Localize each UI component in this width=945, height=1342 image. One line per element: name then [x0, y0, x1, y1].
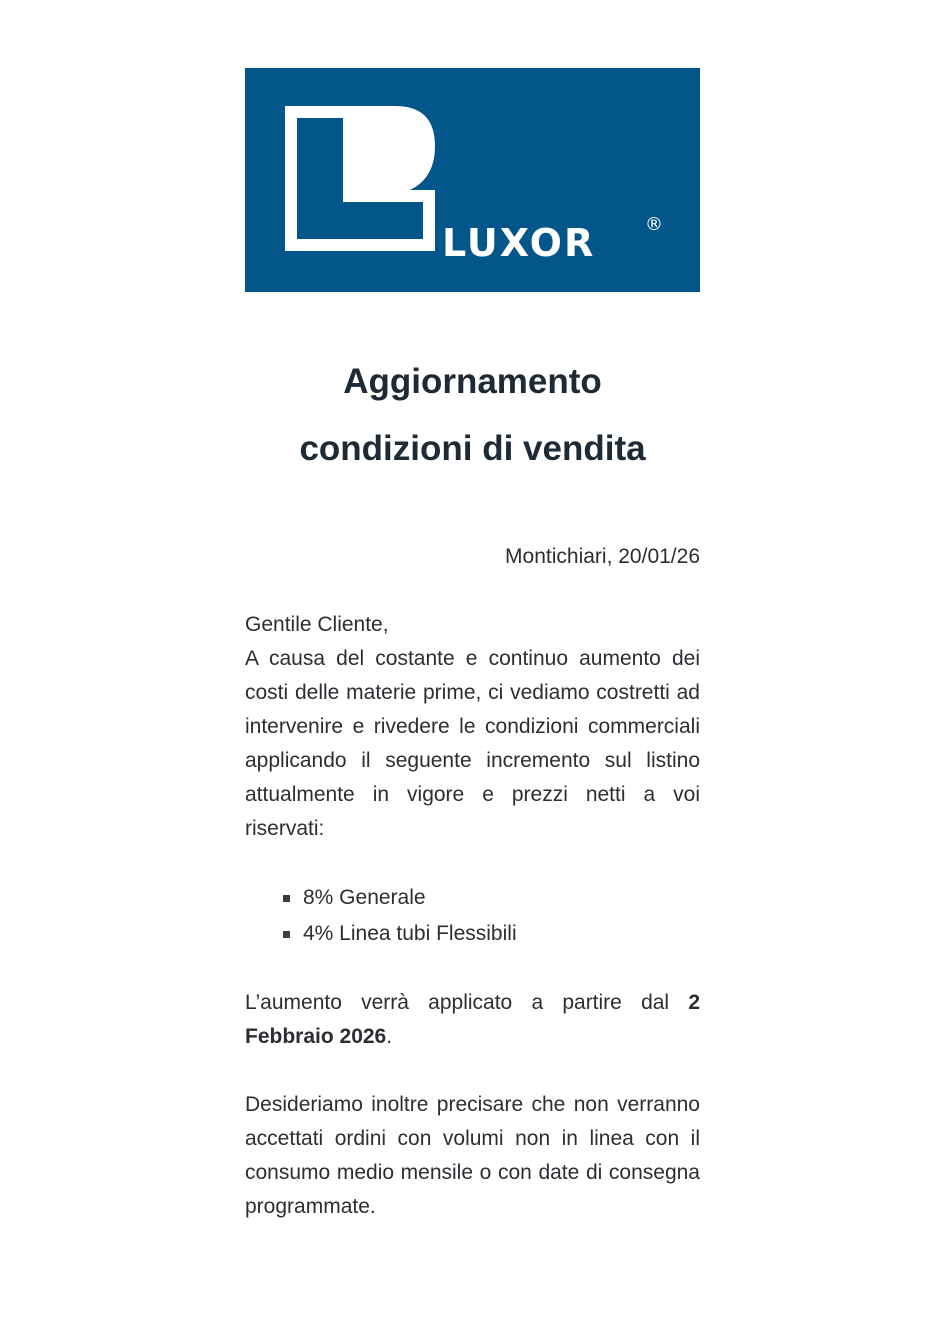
place-date: Montichiari, 20/01/26 [505, 545, 700, 568]
increment-label: 8% Generale [303, 886, 426, 909]
effective-date: 2 Febbraio 2026 [245, 991, 700, 1048]
page-title [245, 348, 700, 482]
list-item [283, 880, 700, 916]
bullet-square-icon [283, 931, 290, 938]
logo-wordmark: LUXOR [442, 221, 596, 265]
list-item [283, 916, 700, 952]
document [245, 68, 700, 1224]
luxor-logo-mark [245, 68, 700, 292]
letter-body [245, 608, 700, 1224]
title-line-2: condizioni di vendita [299, 429, 646, 468]
effective-suffix: . [386, 1025, 393, 1048]
bullet-square-icon [283, 895, 290, 902]
effective-prefix: L’aumento verrà applicato a partire dal [245, 991, 689, 1014]
increment-list [245, 880, 700, 952]
increment-label: 4% Linea tubi Flessibili [303, 922, 517, 945]
greeting: Gentile Cliente, [245, 613, 389, 636]
intro-paragraph: A causa del costante e continuo aumento dei costi delle materie prime, ci vediamo costretti ad intervenire e rivedere le condizioni commerciali applicando il seguente incremento sul listino attualmente in vigore e prezzi netti a voi riservati: [245, 647, 700, 840]
closing-paragraph: Desideriamo inoltre precisare che non verranno accettati ordini con volumi non in linea con il consumo medio mensile o con date di consegna programmate. [245, 1093, 700, 1218]
paragraph-spacer [245, 1054, 700, 1088]
luxor-logo-banner [245, 68, 700, 292]
effective-date-paragraph [245, 986, 700, 1054]
registered-mark-icon: ® [645, 214, 663, 235]
title-line-1: Aggiornamento [343, 362, 602, 401]
